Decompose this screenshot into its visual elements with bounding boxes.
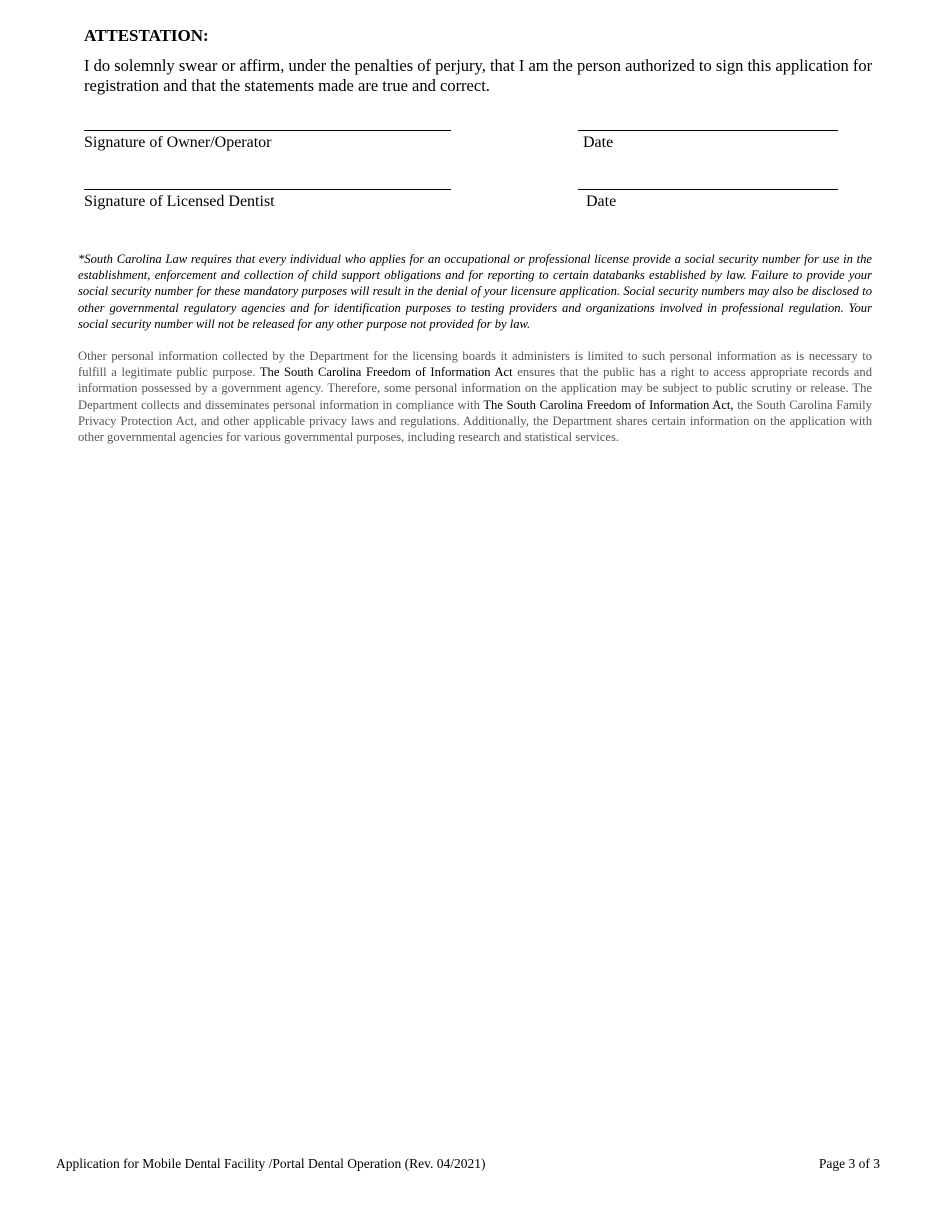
footer-form-title: Application for Mobile Dental Facility /Portal Dental Operation (Rev. 04/2021) (56, 1156, 486, 1171)
owner-date-line[interactable] (578, 130, 838, 131)
dentist-signature-label: Signature of Licensed Dentist (84, 193, 275, 210)
owner-date-label: Date (583, 134, 614, 151)
privacy-text-2: ensures that the public has a right to access appropriate records and information possessed by a government agency. Therefore, some personal information on the application may be subject to public scrutiny or release. The Department collects and disseminates personal information in compliance with (78, 365, 872, 412)
owner-signature-label: Signature of Owner/Operator (84, 134, 272, 151)
dentist-date-label: Date (586, 193, 617, 210)
foia-reference-2: The South Carolina Freedom of Information Act, (483, 397, 734, 412)
privacy-notice (78, 348, 872, 445)
dentist-date-line[interactable] (578, 189, 838, 190)
dentist-signature-line[interactable] (84, 189, 451, 190)
owner-signature-line[interactable] (84, 130, 451, 131)
attestation-statement: I do solemnly swear or affirm, under the penalties of perjury, that I am the person authorized to sign this application for registration and that the statements made are true and correct. (84, 56, 873, 95)
ssn-notice: *South Carolina Law requires that every individual who applies for an occupational or professional license provide a social security number for use in the establishment, enforcement and collection of child support obligations and for reporting to certain databanks established by law. Failure to provide your social security number for these mandatory purposes will result in the denial of your licensure application. Social security numbers may also be disclosed to other governmental regulatory agencies and for identification purposes to testing providers and organizations involved in professional regulation. Your social security number will not be released for any other purpose not provided for by law. (78, 252, 872, 331)
privacy-text-3: the South Carolina Family Privacy Protection Act, and other applicable privacy laws and regulations. Additionally, the Department shares certain information on the application with other governmental agencies for various governmental purposes, including research and statistical services. (78, 397, 872, 445)
attestation-heading: ATTESTATION: (84, 26, 209, 45)
foia-reference-1: The South Carolina Freedom of Information Act (259, 365, 513, 380)
footer-page-number: Page 3 of 3 (818, 1156, 880, 1171)
privacy-text-1: Other personal information collected by the Department for the licensing boards it administers is limited to such personal information as is necessary to fulfill a legitimate public purpose. (78, 349, 872, 380)
